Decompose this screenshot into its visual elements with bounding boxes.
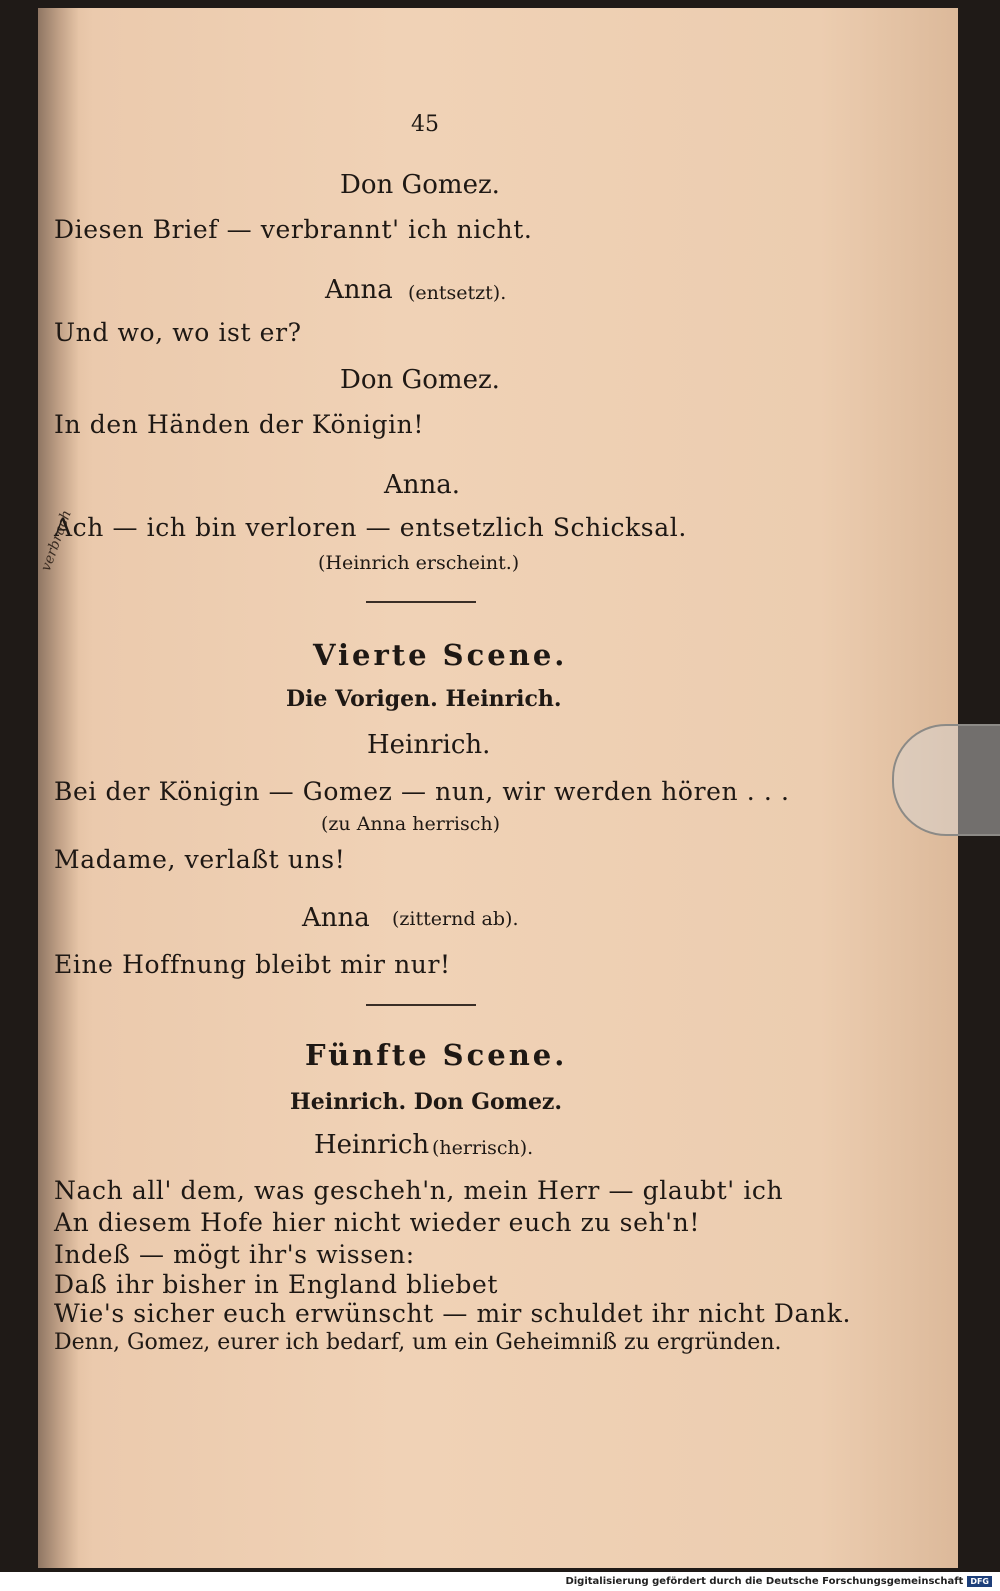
speaker-heinrich: Heinrich. [367, 730, 491, 760]
dialogue-line: Ach — ich bin verloren — entsetzlich Schicksal. [54, 513, 687, 542]
scene-heading: Fünfte Scene. [305, 1038, 568, 1072]
verse-line: Indeß — mögt ihr's wissen: [54, 1240, 415, 1269]
dialogue-line: Diesen Brief — verbrannt' ich nicht. [54, 215, 533, 244]
stage-direction: (entsetzt). [408, 282, 507, 304]
stage-direction: (zitternd ab). [392, 908, 519, 930]
scene-heading: Vierte Scene. [313, 638, 568, 672]
stage-direction: (Heinrich erscheint.) [318, 552, 520, 574]
scene-cast-list: Die Vorigen. Heinrich. [286, 686, 562, 712]
dialogue-line: Und wo, wo ist er? [54, 318, 302, 347]
speaker-don-gomez: Don Gomez. [340, 365, 500, 395]
speaker-anna: Anna [325, 275, 393, 305]
verse-line: Daß ihr bisher in England bliebet [54, 1270, 498, 1299]
speaker-anna: Anna [302, 903, 370, 933]
verse-line: Denn, Gomez, eurer ich bedarf, um ein Geheimniß zu ergründen. [54, 1330, 782, 1355]
dfg-logo: DFG [967, 1576, 992, 1587]
page-number: 45 [411, 112, 439, 137]
footer-bar [0, 1572, 1000, 1591]
verse-line: An diesem Hofe hier nicht wieder euch zu seh'n! [54, 1208, 700, 1237]
speaker-heinrich: Heinrich [314, 1130, 430, 1160]
verse-line: Nach all' dem, was gescheh'n, mein Herr — glaubt' ich [54, 1176, 784, 1205]
dialogue-line: Eine Hoffnung bleibt mir nur! [54, 950, 451, 979]
dialogue-line: Madame, verlaßt uns! [54, 845, 346, 874]
speaker-anna: Anna. [384, 470, 461, 500]
scene-divider [366, 1004, 476, 1006]
dialogue-line: In den Händen der Königin! [54, 410, 425, 439]
speaker-don-gomez: Don Gomez. [340, 170, 500, 200]
stage-direction: (zu Anna herrisch) [321, 813, 501, 835]
scene-cast-list: Heinrich. Don Gomez. [290, 1089, 563, 1115]
footer-credit: Digitalisierung gefördert durch die Deutsche Forschungsgemeinschaft [565, 1576, 964, 1587]
margin-handwriting: verbrach [38, 508, 75, 574]
dialogue-line: Bei der Königin — Gomez — nun, wir werden hören . . . [54, 777, 790, 806]
page-clip [892, 724, 1000, 836]
verse-line: Wie's sicher euch erwünscht — mir schuldet ihr nicht Dank. [54, 1299, 852, 1328]
stage-direction: (herrisch). [432, 1137, 534, 1159]
scene-divider [366, 601, 476, 603]
